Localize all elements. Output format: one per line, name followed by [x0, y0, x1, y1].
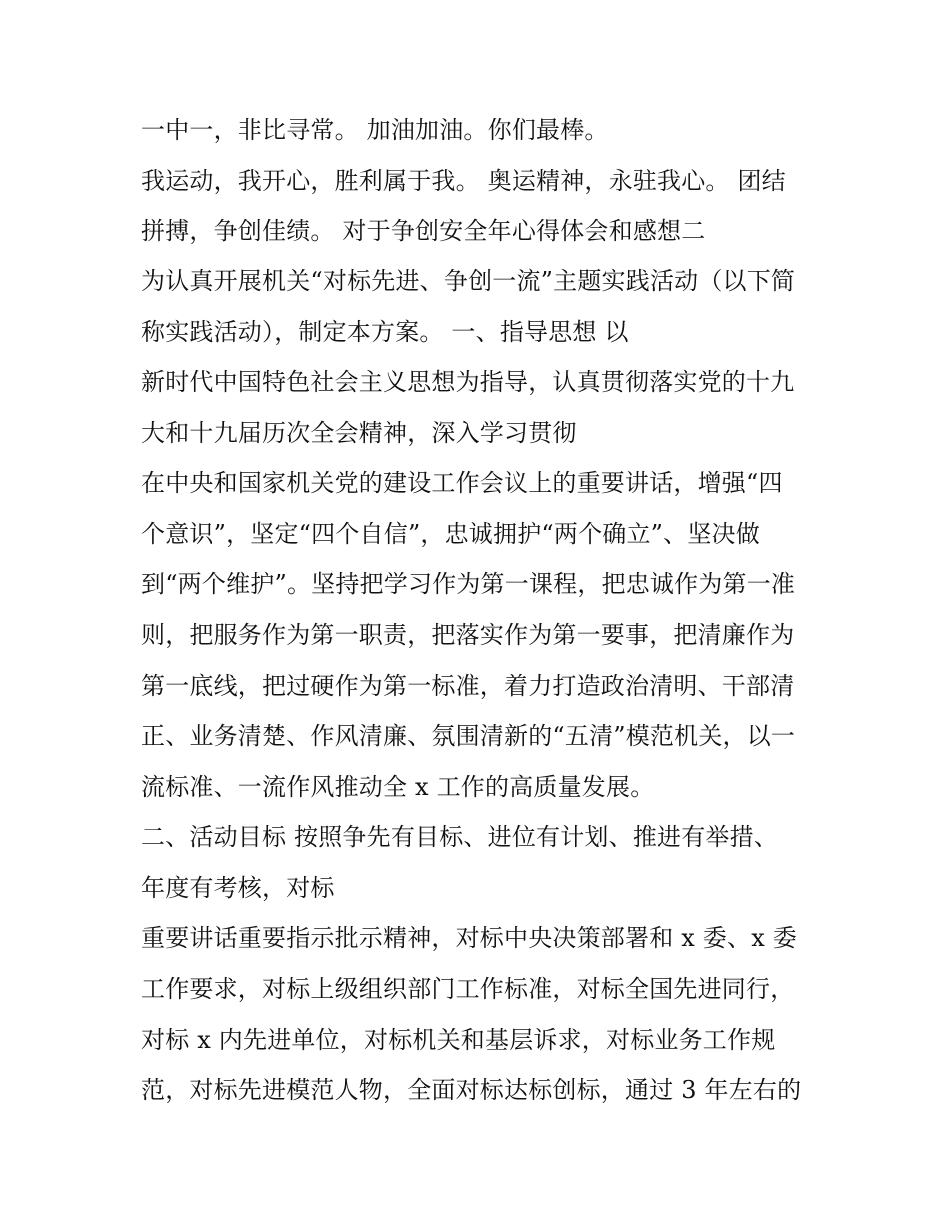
text-line-17: 重要讲话重要指示批示精神，对标中央决策部署和 x 委、x 委 [141, 924, 797, 952]
text-line-4: 为认真开展机关“对标先进、争创一流”主题实践活动（以下简 [141, 267, 796, 295]
text-line-18: 工作要求，对标上级组织部门工作标准，对标全国先进同行， [141, 975, 795, 1003]
text-line-5: 称实践活动），制定本方案。 一、指导思想 以 [141, 318, 629, 346]
text-line-19: 对标 x 内先进单位，对标机关和基层诉求，对标业务工作规 [141, 1026, 776, 1054]
text-line-20: 范，对标先进模范人物，全面对标达标创标，通过 3 年左右的 [141, 1076, 802, 1104]
text-line-6: 新时代中国特色社会主义思想为指导，认真贯彻落实党的十九 [141, 368, 795, 396]
text-line-2: 我运动，我开心，胜利属于我。 奥运精神，永驻我心。 团结 [141, 167, 786, 195]
text-line-15: 二、活动目标 按照争先有目标、进位有计划、推进有举措、 [141, 823, 779, 851]
text-line-14: 流标准、一流作风推动全 x 工作的高质量发展。 [141, 773, 655, 801]
text-line-10: 到“两个维护”。坚持把学习作为第一课程，把忠诚作为第一准 [141, 570, 796, 598]
text-line-3: 拼搏，争创佳绩。 对于争创安全年心得体会和感想二 [141, 217, 706, 245]
text-line-8: 在中央和国家机关党的建设工作会议上的重要讲话，增强“四 [141, 469, 783, 497]
text-line-9: 个意识”，坚定“四个自信”，忠诚拥护“两个确立”、坚决做 [141, 520, 760, 548]
text-line-13: 正、业务清楚、作风清廉、氛围清新的“五清”模范机关，以一 [141, 722, 796, 750]
text-line-12: 第一底线，把过硬作为第一标准，着力打造政治清明、干部清 [141, 672, 795, 700]
text-line-1: 一中一，非比寻常。 加油加油。你们最棒。 [141, 116, 609, 144]
text-line-7: 大和十九届历次全会精神，深入学习贯彻 [141, 419, 577, 447]
text-line-11: 则，把服务作为第一职责，把落实作为第一要事，把清廉作为 [141, 621, 795, 649]
text-line-16: 年度有考核，对标 [141, 874, 335, 902]
